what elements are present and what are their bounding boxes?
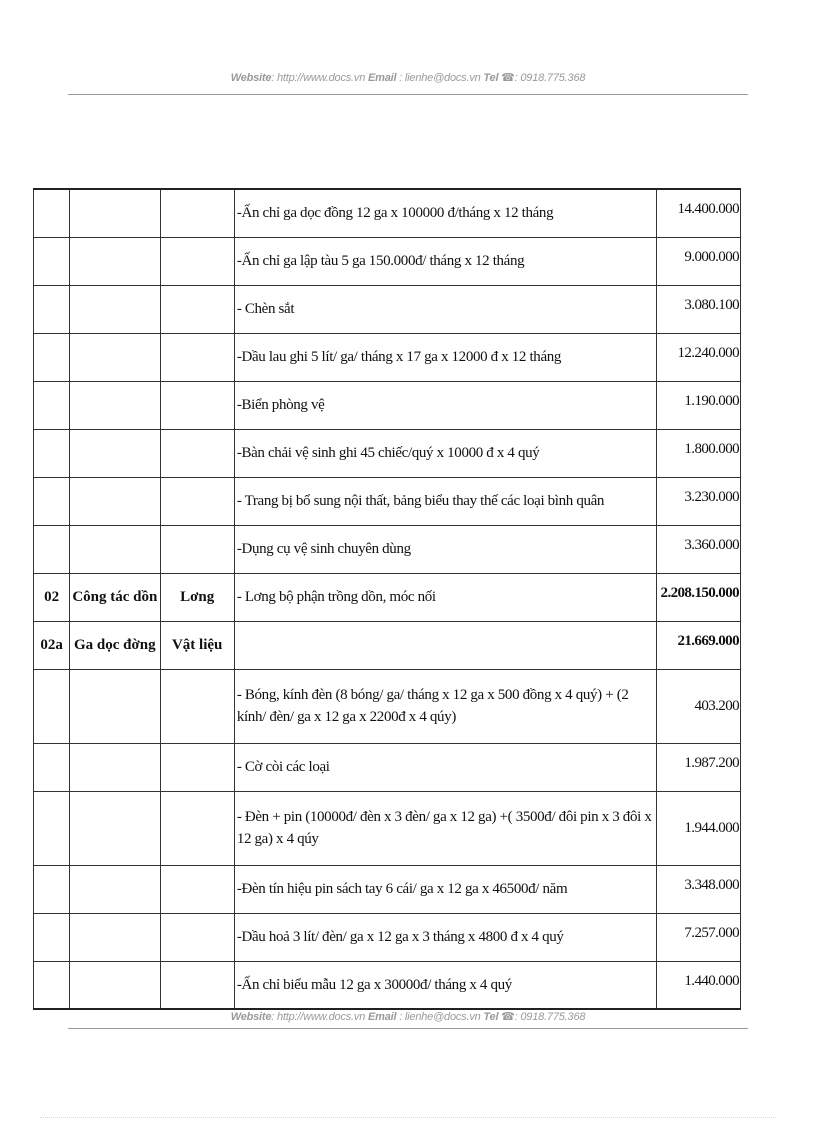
description-cell: -Ấn chỉ biểu mẫu 12 ga x 30000đ/ tháng x 4 quý [234, 961, 656, 1009]
row-number-cell [34, 913, 70, 961]
category-cell [70, 961, 160, 1009]
category-cell [70, 791, 160, 865]
category-cell [70, 381, 160, 429]
row-number-cell [34, 669, 70, 743]
footer-tel-label: Tel [483, 1011, 499, 1023]
content-type-cell [160, 429, 234, 477]
description-cell: -Bàn chải vệ sinh ghi 45 chiếc/quý x 10000 đ x 4 quý [234, 429, 656, 477]
description-cell: -Biển phòng vệ [234, 381, 656, 429]
description-cell: -Ấn chỉ ga dọc đồng 12 ga x 100000 đ/tháng x 12 tháng [234, 189, 656, 237]
row-number-cell: 02 [34, 573, 70, 621]
page-footer [0, 1010, 816, 1023]
footer-tel-value: ☎: 0918.775.368 [501, 1011, 586, 1023]
cost-table [33, 188, 741, 1010]
table-row [34, 429, 741, 477]
row-number-cell [34, 961, 70, 1009]
table-row [34, 743, 741, 791]
row-number-cell [34, 865, 70, 913]
category-cell [70, 237, 160, 285]
footer-website-label: Website [230, 1011, 272, 1023]
content-type-cell [160, 743, 234, 791]
category-cell [70, 189, 160, 237]
description-cell: -Dầu lau ghi 5 lít/ ga/ tháng x 17 ga x 12000 đ x 12 tháng [234, 333, 656, 381]
page-header [0, 71, 816, 84]
content-type-cell [160, 381, 234, 429]
amount-cell: 403.200 [656, 669, 740, 743]
content-type-cell [160, 285, 234, 333]
table-row [34, 381, 741, 429]
description-cell: - Đèn + pin (10000đ/ đèn x 3 đèn/ ga x 12 ga) +( 3500đ/ đôi pin x 3 đôi x 12 ga) x 4 qúy [234, 791, 656, 865]
header-website-label: Website [230, 72, 272, 84]
footer-email-label: Email [367, 1011, 397, 1023]
description-cell: - Bóng, kính đèn (8 bóng/ ga/ tháng x 12 ga x 500 đồng x 4 quý) + (2 kính/ đèn/ ga x 12 ga x 2200đ x 4 qúy) [234, 669, 656, 743]
table-row [34, 791, 741, 865]
header-email-label: Email [367, 72, 397, 84]
row-number-cell [34, 189, 70, 237]
content-type-cell [160, 865, 234, 913]
table-row [34, 189, 741, 237]
content-type-cell: Lơng [160, 573, 234, 621]
header-tel-label: Tel [483, 72, 499, 84]
description-cell: -Dầu hoả 3 lít/ đèn/ ga x 12 ga x 3 tháng x 4800 đ x 4 quý [234, 913, 656, 961]
content-type-cell [160, 525, 234, 573]
content-type-cell [160, 477, 234, 525]
amount-cell: 7.257.000 [656, 913, 740, 961]
description-cell: -Ấn chỉ ga lập tàu 5 ga 150.000đ/ tháng x 12 tháng [234, 237, 656, 285]
footer-website-value: : http://www.docs.vn [271, 1011, 366, 1023]
content-type-cell [160, 237, 234, 285]
category-cell [70, 865, 160, 913]
description-cell: -Đèn tín hiệu pin sách tay 6 cái/ ga x 12 ga x 46500đ/ năm [234, 865, 656, 913]
category-cell [70, 477, 160, 525]
row-number-cell [34, 429, 70, 477]
row-number-cell [34, 237, 70, 285]
footer-divider [68, 1028, 748, 1029]
category-cell [70, 525, 160, 573]
amount-cell: 3.080.100 [656, 285, 740, 333]
category-cell [70, 913, 160, 961]
content-type-cell [160, 913, 234, 961]
row-number-cell [34, 791, 70, 865]
amount-cell: 1.440.000 [656, 961, 740, 1009]
table-row [34, 573, 741, 621]
amount-cell: 3.230.000 [656, 477, 740, 525]
content-type-cell [160, 791, 234, 865]
description-cell: -Dụng cụ vệ sinh chuyên dùng [234, 525, 656, 573]
header-divider [68, 94, 748, 95]
description-cell [234, 621, 656, 669]
amount-cell: 14.400.000 [656, 189, 740, 237]
table-row [34, 961, 741, 1009]
amount-cell: 9.000.000 [656, 237, 740, 285]
amount-cell: 21.669.000 [656, 621, 740, 669]
page-edge-divider [40, 1117, 776, 1118]
category-cell [70, 669, 160, 743]
row-number-cell [34, 525, 70, 573]
description-cell: - Lơng bộ phận trồng dồn, móc nối [234, 573, 656, 621]
description-cell: - Cờ còi các loại [234, 743, 656, 791]
table-row [34, 525, 741, 573]
category-cell: Ga dọc đờng [70, 621, 160, 669]
category-cell [70, 333, 160, 381]
amount-cell: 1.800.000 [656, 429, 740, 477]
content-type-cell [160, 669, 234, 743]
row-number-cell [34, 381, 70, 429]
content-type-cell [160, 333, 234, 381]
category-cell [70, 743, 160, 791]
content-type-cell [160, 961, 234, 1009]
amount-cell: 1.190.000 [656, 381, 740, 429]
amount-cell: 3.348.000 [656, 865, 740, 913]
table-row [34, 285, 741, 333]
description-cell: - Trang bị bổ sung nội thất, bảng biểu thay thế các loại bình quân [234, 477, 656, 525]
table-row [34, 669, 741, 743]
row-number-cell [34, 743, 70, 791]
content-type-cell [160, 189, 234, 237]
table-row [34, 913, 741, 961]
category-cell: Công tác dồn [70, 573, 160, 621]
row-number-cell [34, 285, 70, 333]
amount-cell: 1.944.000 [656, 791, 740, 865]
row-number-cell: 02a [34, 621, 70, 669]
table-row [34, 333, 741, 381]
row-number-cell [34, 477, 70, 525]
category-cell [70, 285, 160, 333]
amount-cell: 3.360.000 [656, 525, 740, 573]
amount-cell: 1.987.200 [656, 743, 740, 791]
footer-email-value: : lienhe@docs.vn [399, 1011, 481, 1023]
table-row [34, 621, 741, 669]
table-row [34, 237, 741, 285]
header-website-value: : http://www.docs.vn [271, 72, 366, 84]
table-row [34, 477, 741, 525]
table-row [34, 865, 741, 913]
amount-cell: 12.240.000 [656, 333, 740, 381]
content-type-cell: Vật liệu [160, 621, 234, 669]
category-cell [70, 429, 160, 477]
row-number-cell [34, 333, 70, 381]
header-email-value: : lienhe@docs.vn [399, 72, 481, 84]
description-cell: - Chèn sắt [234, 285, 656, 333]
cost-table-body [34, 189, 741, 1009]
header-tel-value: ☎: 0918.775.368 [501, 72, 586, 84]
amount-cell: 2.208.150.000 [656, 573, 740, 621]
